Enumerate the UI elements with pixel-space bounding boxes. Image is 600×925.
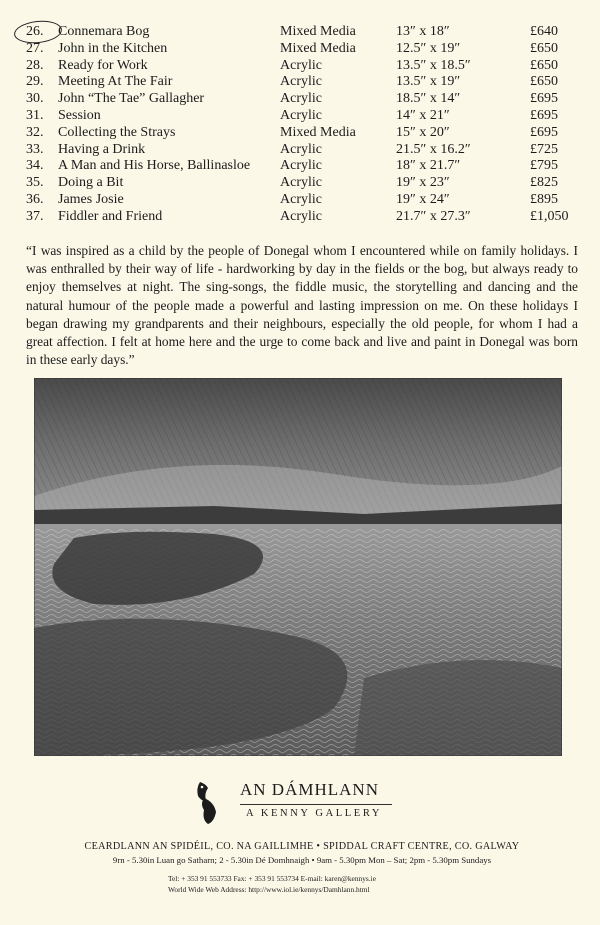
item-medium: Acrylic	[280, 57, 322, 73]
item-medium: Acrylic	[280, 107, 322, 123]
item-medium: Mixed Media	[280, 124, 356, 140]
item-price: £650	[530, 74, 558, 90]
gallery-footer	[40, 840, 564, 895]
item-number: 32.	[26, 124, 44, 140]
item-number: 37.	[26, 208, 44, 224]
item-size: 13.5″ x 18.5″	[396, 57, 471, 73]
item-number: 34.	[26, 158, 44, 174]
web-address: World Wide Web Address: http://www.iol.ie/kennys/Damhlann.html	[168, 885, 370, 894]
item-size: 15″ x 20″	[396, 124, 450, 140]
catalogue-row	[26, 209, 586, 226]
item-price: £1,050	[530, 208, 569, 224]
bird-logo-icon	[194, 780, 222, 826]
item-size: 18″ x 21.7″	[396, 158, 461, 174]
item-number: 35.	[26, 175, 44, 191]
item-title: Doing a Bit	[58, 175, 124, 191]
item-medium: Acrylic	[280, 175, 322, 191]
item-title: Collecting the Strays	[58, 124, 176, 140]
item-number: 29.	[26, 74, 44, 90]
item-number: 30.	[26, 91, 44, 107]
catalogue-row	[26, 58, 586, 75]
item-medium: Acrylic	[280, 141, 322, 157]
contact-details: Tel: + 353 91 553733 Fax: + 353 91 553734 E-mail: karen@kennys.ie	[168, 874, 376, 883]
catalogue-row	[26, 108, 586, 125]
catalogue-row	[26, 158, 586, 175]
item-price: £695	[530, 107, 558, 123]
catalogue-table	[26, 24, 586, 226]
catalogue-body	[26, 24, 586, 226]
item-medium: Acrylic	[280, 208, 322, 224]
item-medium: Acrylic	[280, 191, 322, 207]
item-medium: Acrylic	[280, 158, 322, 174]
seascape-painting	[34, 378, 562, 756]
item-title: John in the Kitchen	[58, 40, 168, 56]
item-price: £640	[530, 24, 558, 39]
item-title: John “The Tae” Gallagher	[58, 91, 205, 107]
catalogue-row	[26, 74, 586, 91]
item-price: £650	[530, 40, 558, 56]
item-title: A Man and His Horse, Ballinasloe	[58, 158, 251, 174]
item-price: £895	[530, 191, 558, 207]
catalogue-row	[26, 192, 586, 209]
opening-hours: 9rn - 5.30in Luan go Satharn; 2 - 5.30in Dé Domhnaigh • 9am - 5.30pm Mon – Sat; 2pm - 5.30pm Sundays	[112, 855, 492, 865]
item-size: 19″ x 24″	[396, 191, 450, 207]
item-number: 28.	[26, 57, 44, 73]
item-price: £650	[530, 57, 558, 73]
item-title: Connemara Bog	[58, 24, 150, 39]
catalogue-row	[26, 91, 586, 108]
item-price: £695	[530, 124, 558, 140]
item-title: Session	[58, 107, 101, 123]
logo-divider	[240, 804, 392, 805]
item-price: £795	[530, 158, 558, 174]
item-size: 19″ x 23″	[396, 175, 450, 191]
catalogue-row	[26, 125, 586, 142]
gallery-subtitle: A KENNY GALLERY	[246, 808, 383, 819]
item-size: 14″ x 21″	[396, 107, 450, 123]
item-price: £725	[530, 141, 558, 157]
artist-quote: “I was inspired as a child by the people of Donegal whom I encountered while on family holidays. I was enthralled by their way of life - hardworking by day in the fields or the bog, but always ready to enjoy themselves at night. The sing-songs, the fiddle music, the storytelling and dancing and the natural humour of the people made a powerful and lasting impression on me. On these holidays I began drawing my grandparents and their neighbours, especially the old people, for whom I had a great affection. I felt at home here and the urge to come back and live and paint in Donegal was born in these early days.”	[26, 243, 578, 368]
item-title: Ready for Work	[58, 57, 148, 73]
item-number: 27.	[26, 40, 44, 56]
item-size: 13.5″ x 19″	[396, 74, 461, 90]
item-size: 21.7″ x 27.3″	[396, 208, 471, 224]
item-size: 18.5″ x 14″	[396, 91, 461, 107]
catalogue-row	[26, 41, 586, 58]
item-number: 26.	[26, 24, 44, 39]
gallery-logo	[194, 778, 414, 828]
item-title: Having a Drink	[58, 141, 146, 157]
catalogue-row	[26, 142, 586, 159]
gallery-address: CEARDLANN AN SPIDÉIL, CO. NA GAILLIMHE • SPIDDAL CRAFT CENTRE, CO. GALWAY	[84, 841, 520, 852]
item-title: Meeting At The Fair	[58, 74, 173, 90]
item-number: 36.	[26, 191, 44, 207]
item-size: 13″ x 18″	[396, 24, 450, 39]
item-number: 33.	[26, 141, 44, 157]
item-title: Fiddler and Friend	[58, 208, 163, 224]
catalogue-row	[26, 24, 586, 41]
item-price: £695	[530, 91, 558, 107]
item-size: 12.5″ x 19″	[396, 40, 461, 56]
item-title: James Josie	[58, 191, 124, 207]
item-medium: Acrylic	[280, 91, 322, 107]
gallery-name: AN DÁMHLANN	[240, 780, 379, 799]
item-size: 21.5″ x 16.2″	[396, 141, 471, 157]
item-medium: Mixed Media	[280, 40, 356, 56]
item-medium: Acrylic	[280, 74, 322, 90]
catalogue-row	[26, 175, 586, 192]
item-number: 31.	[26, 107, 44, 123]
item-price: £825	[530, 175, 558, 191]
item-medium: Mixed Media	[280, 24, 356, 39]
